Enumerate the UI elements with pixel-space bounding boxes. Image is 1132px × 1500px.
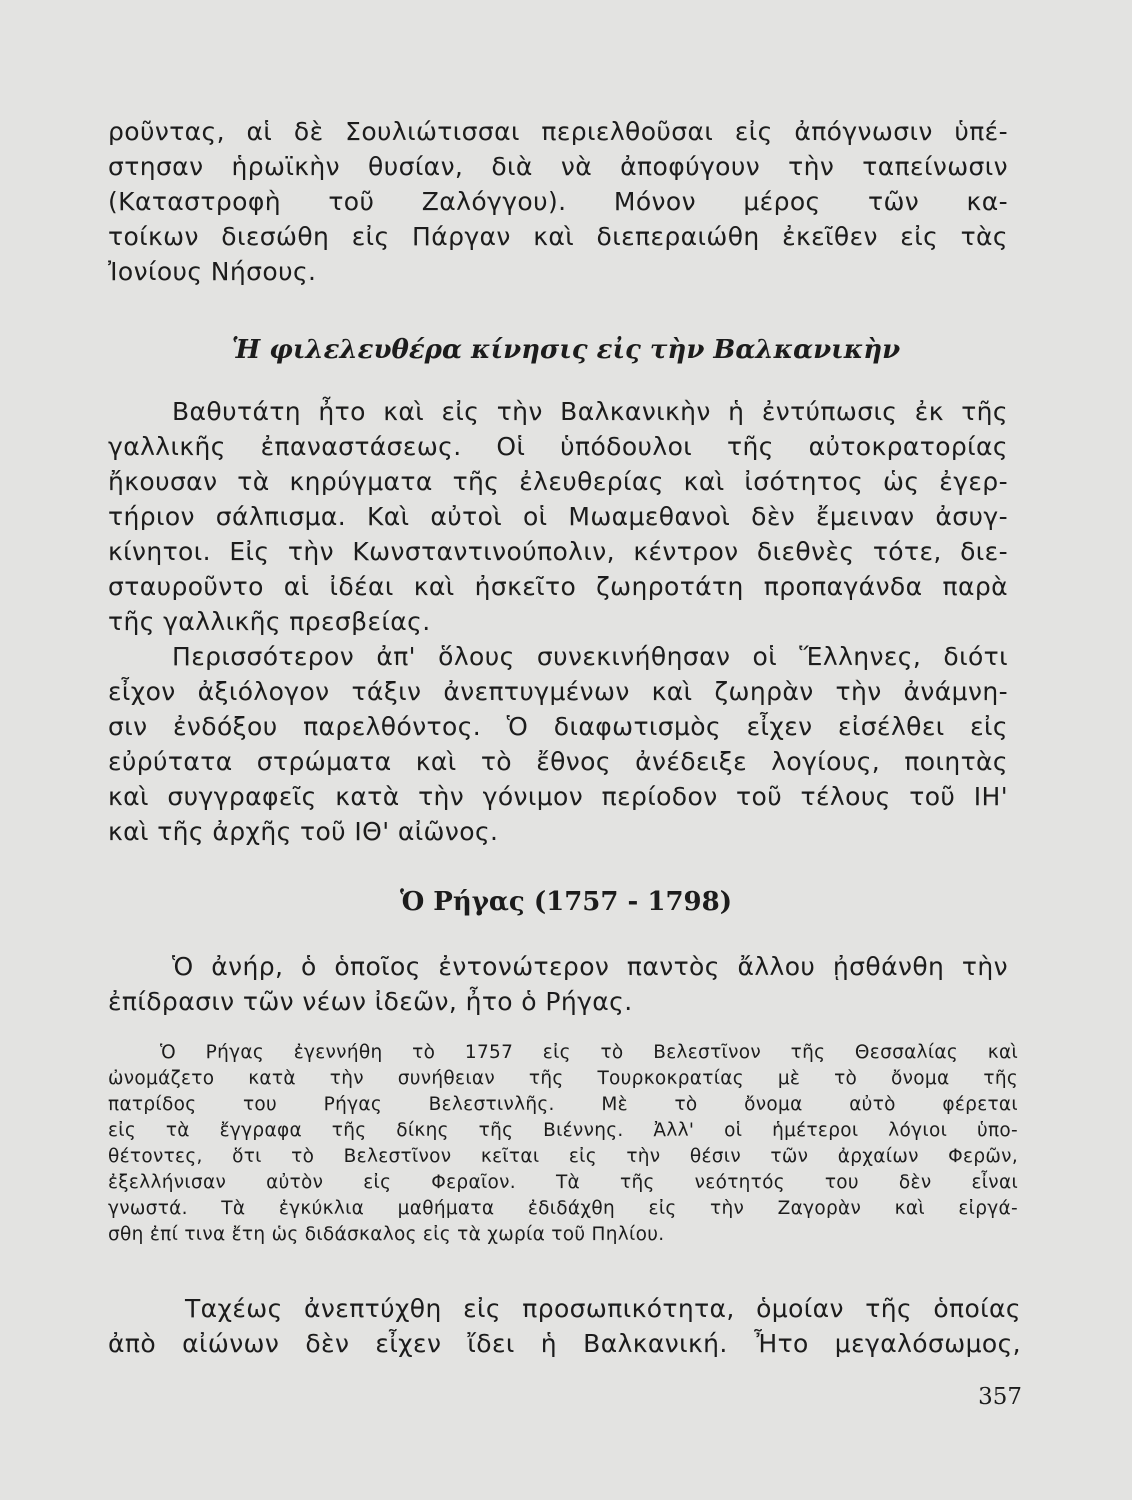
text-line: Περισσότερον ἀπ' ὅλους συνεκινήθησαν οἱ Ἕλληνες, διότι (172, 642, 1008, 671)
small-text-line: γνωστά. Τὰ ἐγκύκλια μαθήματα ἐδιδάχθη εἰς τὴν Ζαγορὰν καὶ εἰργά- (108, 1198, 1018, 1219)
text-line: Ὁ ἀνήρ, ὁ ὁποῖος ἐντονώτερον παντὸς ἄλλου ᾐσθάνθη τὴν (172, 952, 1008, 981)
small-text-line: πατρίδος του Ρήγας Βελεστινλῆς. Μὲ τὸ ὄνομα αὐτὸ φέρεται (108, 1094, 1018, 1115)
text-line: (Καταστροφὴ τοῦ Ζαλόγγου). Μόνον μέρος τῶν κα- (108, 187, 1008, 216)
section-heading-rigas: Ὁ Ρήγας (1757 - 1798) (399, 887, 733, 917)
text-line: Ταχέως ἀνεπτύχθη εἰς προσωπικότητα, ὁμοίαν τῆς ὁποίας (185, 1294, 1021, 1323)
text-line: τήριον σάλπισμα. Καὶ αὐτοὶ οἱ Μωαμεθανοὶ δὲν ἔμειναν ἀσυγ- (108, 502, 1008, 531)
small-text-line: ὠνομάζετο κατὰ τὴν συνήθειαν τῆς Τουρκοκρατίας μὲ τὸ ὄνομα τῆς (108, 1068, 1018, 1089)
text-line: κίνητοι. Εἰς τὴν Κωνσταντινούπολιν, κέντρον διεθνὲς τότε, διε- (108, 537, 1008, 566)
text-line: σταυροῦντο αἱ ἰδέαι καὶ ἠσκεῖτο ζωηροτάτη προπαγάνδα παρὰ (108, 572, 1008, 601)
text-line: ἐπίδρασιν τῶν νέων ἰδεῶν, ἦτο ὁ Ρήγας. (108, 987, 633, 1016)
text-line: εὐρύτατα στρώματα καὶ τὸ ἔθνος ἀνέδειξε λογίους, ποιητὰς (108, 747, 1008, 776)
text-line: τῆς γαλλικῆς πρεσβείας. (108, 607, 431, 636)
section-heading-liberal-movement: Ἡ φιλελευθέρα κίνησις εἰς τὴν Βαλκανικὴν (231, 335, 901, 365)
page-number: 357 (978, 1384, 1022, 1410)
text-line: σιν ἐνδόξου παρελθόντος. Ὁ διαφωτισμὸς εἶχεν εἰσέλθει εἰς (108, 712, 1008, 741)
small-text-line: Ὁ Ρήγας ἐγεννήθη τὸ 1757 εἰς τὸ Βελεστῖνον τῆς Θεσσαλίας καὶ (160, 1042, 1018, 1063)
text-line: καὶ τῆς ἀρχῆς τοῦ ΙΘ' αἰῶνος. (108, 817, 499, 846)
text-line: Βαθυτάτη ἦτο καὶ εἰς τὴν Βαλκανικὴν ἡ ἐντύπωσις ἐκ τῆς (172, 397, 1008, 426)
text-line: ροῦντας, αἱ δὲ Σουλιώτισσαι περιελθοῦσαι εἰς ἀπόγνωσιν ὑπέ- (108, 117, 1008, 146)
text-line: γαλλικῆς ἐπαναστάσεως. Οἱ ὑπόδουλοι τῆς αὐτοκρατορίας (108, 432, 1008, 461)
small-text-line: ἐξελλήνισαν αὐτὸν εἰς Φεραῖον. Τὰ τῆς νεότητός του δὲν εἶναι (108, 1172, 1018, 1193)
text-line: ἀπὸ αἰώνων δὲν εἶχεν ἴδει ἡ Βαλκανική. Ἦτο μεγαλόσωμος, (108, 1329, 1021, 1358)
text-line: Ἰονίους Νήσους. (108, 257, 317, 286)
small-text-line: σθη ἐπί τινα ἔτη ὡς διδάσκαλος εἰς τὰ χωρία τοῦ Πηλίου. (108, 1224, 665, 1245)
text-line: στησαν ἡρωϊκὴν θυσίαν, διὰ νὰ ἀποφύγουν τὴν ταπείνωσιν (108, 152, 1008, 181)
small-text-line: εἰς τὰ ἔγγραφα τῆς δίκης τῆς Βιέννης. Ἀλλ' οἱ ἡμέτεροι λόγιοι ὑπο- (108, 1120, 1018, 1141)
text-line: ἤκουσαν τὰ κηρύγματα τῆς ἐλευθερίας καὶ ἰσότητος ὡς ἐγερ- (108, 467, 1008, 496)
text-line: καὶ συγγραφεῖς κατὰ τὴν γόνιμον περίοδον τοῦ τέλους τοῦ ΙΗ' (108, 782, 1008, 811)
text-line: εἶχον ἀξιόλογον τάξιν ἀνεπτυγμένων καὶ ζωηρὰν τὴν ἀνάμνη- (108, 677, 1008, 706)
text-line: τοίκων διεσώθη εἰς Πάργαν καὶ διεπεραιώθη ἐκεῖθεν εἰς τὰς (108, 222, 1008, 251)
small-text-line: θέτοντες, ὅτι τὸ Βελεστῖνον κεῖται εἰς τὴν θέσιν τῶν ἀρχαίων Φερῶν, (108, 1146, 1018, 1167)
